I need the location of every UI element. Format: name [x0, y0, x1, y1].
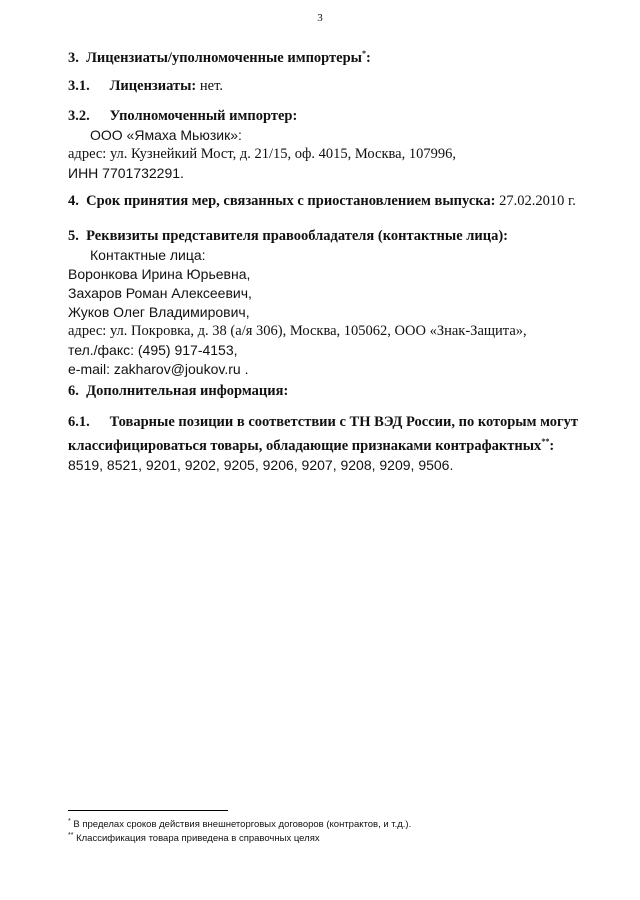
footnote-1-text: В пределах сроков действия внешнеторговых договоров (контрактов, и т.д.). — [73, 819, 412, 831]
footnote-mark-2: ** — [541, 437, 550, 446]
contact-person: Захаров Роман Алексеевич, — [68, 285, 252, 301]
footnote-mark-1: * — [362, 49, 367, 58]
section-5-label: Реквизиты представителя правообладателя (контактные лица): — [86, 228, 509, 244]
section-6-number: 6. — [68, 383, 79, 399]
footnote-divider — [68, 810, 228, 811]
section-4-label: Срок принятия мер, связанных с приостановлением выпуска: — [86, 193, 496, 209]
section-3-heading — [68, 44, 371, 68]
section-3-2 — [68, 107, 456, 183]
footnote-1-mark: * — [68, 818, 71, 825]
importer-inn: ИНН 7701732291. — [68, 165, 184, 181]
section-3-colon: : — [366, 49, 371, 66]
representative-phone: тел./факс: (495) 917-4153, — [68, 342, 238, 358]
importer-company: ООО «Ямаха Мьюзик»: — [90, 127, 242, 143]
section-6-1-number: 6.1. — [68, 414, 90, 430]
contact-person: Жуков Олег Владимирович, — [68, 304, 250, 320]
contact-person: Воронкова Ирина Юрьевна, — [68, 266, 251, 282]
footnote-1 — [68, 816, 411, 831]
section-6-label: Дополнительная информация: — [86, 383, 289, 399]
section-3-1-number: 3.1. — [68, 78, 90, 94]
section-6-1 — [68, 413, 578, 475]
section-5-number: 5. — [68, 228, 79, 244]
section-4-number: 4. — [68, 193, 79, 209]
section-3-title: Лицензиаты/уполномоченные импортеры — [86, 49, 363, 66]
section-4 — [68, 192, 576, 211]
footnote-2-text: Классификация товара приведена в справочных целях — [76, 833, 320, 845]
contacts-label: Контактные лица: — [90, 247, 206, 263]
section-6-1-colon: : — [549, 437, 555, 454]
section-3-1-value: нет. — [199, 78, 223, 94]
footnote-2-mark: ** — [68, 832, 74, 839]
section-3-1-label: Лицензиаты: — [109, 78, 197, 94]
section-3-1 — [68, 77, 223, 96]
footnote-2 — [68, 830, 320, 845]
importer-address: адрес: ул. Кузнейкий Мост, д. 21/15, оф. 4015, Москва, 107996, — [68, 146, 456, 162]
section-6-1-line1: Товарные позиции в соответствии с ТН ВЭД России, по которым могут — [109, 414, 579, 430]
representative-address: адрес: ул. Покровка, д. 38 (а/я 306), Москва, 105062, ООО «Знак-Защита», — [68, 323, 527, 339]
representative-email: e-mail: zakharov@joukov.ru . — [68, 361, 249, 377]
section-6-heading — [68, 382, 288, 401]
section-3-2-label: Уполномоченный импортер: — [109, 108, 298, 124]
tariff-codes: 8519, 8521, 9201, 9202, 9205, 9206, 9207, 9208, 9209, 9506. — [68, 456, 454, 473]
section-3-number: 3. — [68, 49, 79, 66]
page-number: 3 — [317, 12, 323, 24]
section-4-value: 27.02.2010 г. — [499, 193, 576, 209]
section-6-1-line2: классифицироваться товары, обладающие признаками контрафактных — [68, 437, 542, 454]
section-5 — [68, 227, 527, 379]
section-3-2-number: 3.2. — [68, 108, 90, 124]
